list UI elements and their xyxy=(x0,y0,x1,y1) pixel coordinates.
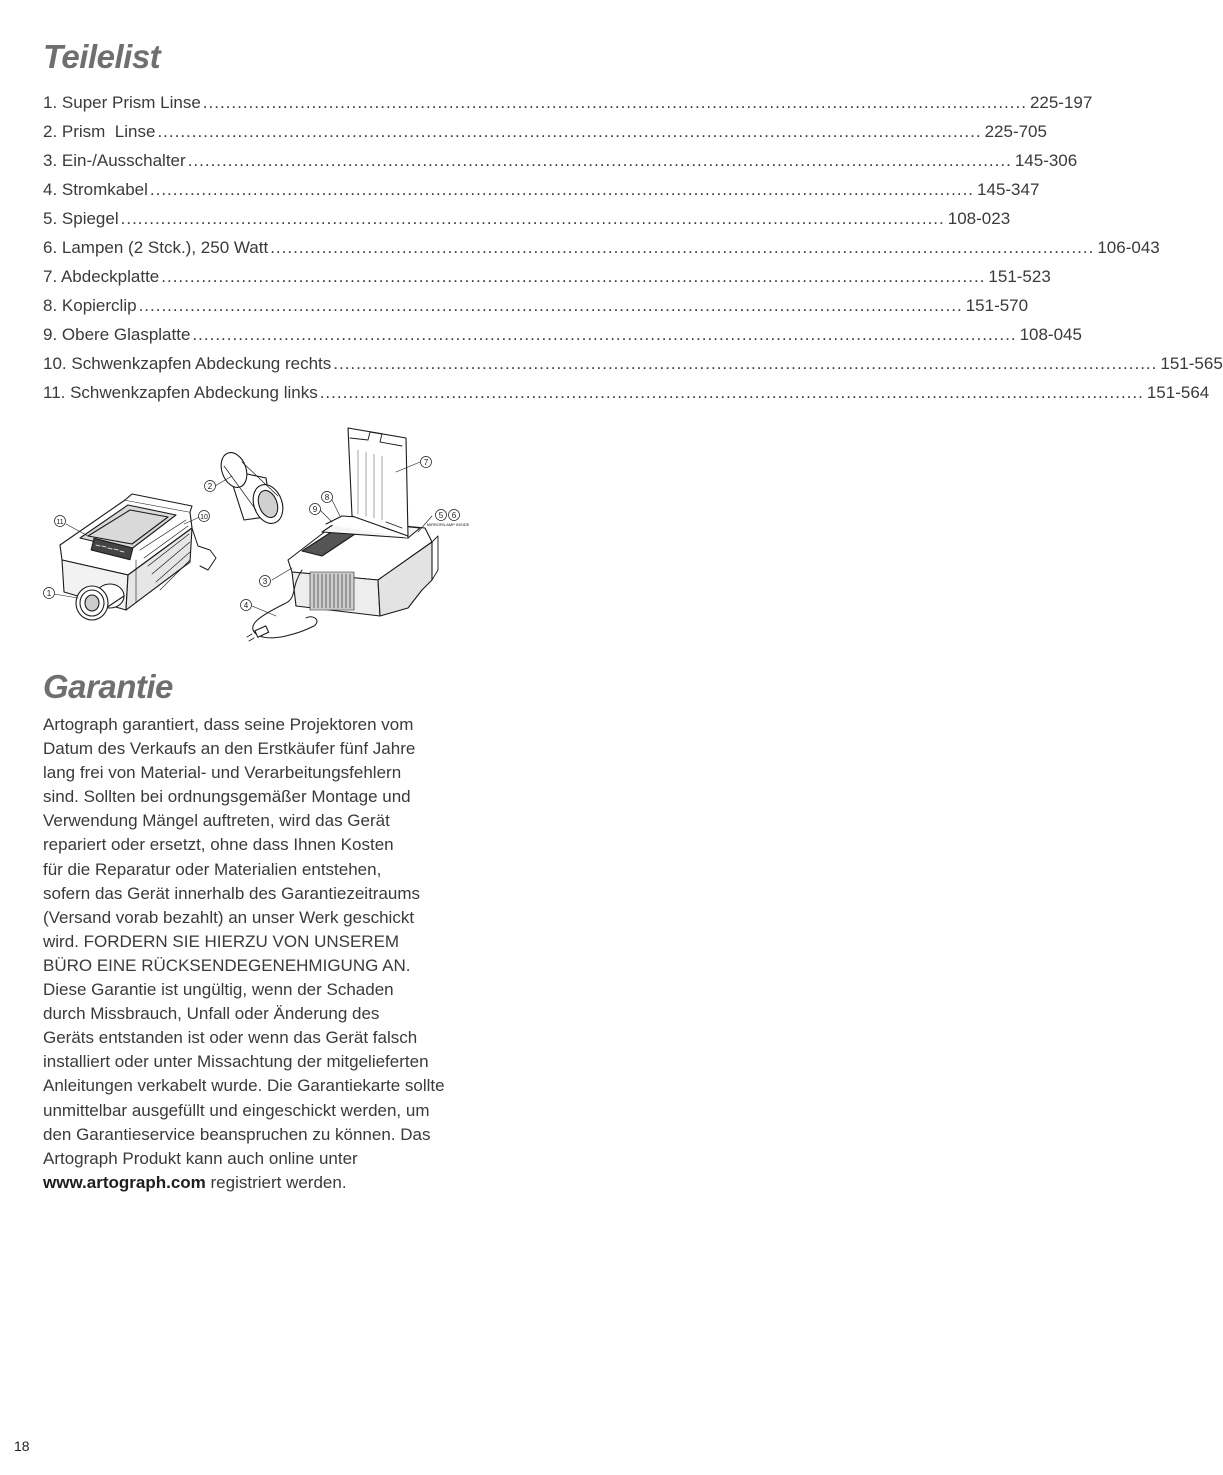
warranty-line: repariert oder ersetzt, ohne dass Ihnen Kosten xyxy=(43,835,394,855)
warranty-line: den Garantieservice beanspruchen zu können. Das xyxy=(43,1124,431,1144)
warranty-line: durch Missbrauch, Unfall oder Änderung des xyxy=(43,1004,380,1024)
part-number: 108-045 xyxy=(1019,325,1082,344)
warranty-line: sind. Sollten bei ordnungsgemäßer Montage und xyxy=(43,787,411,807)
part-number: 225-197 xyxy=(1029,93,1093,112)
svg-text:11: 11 xyxy=(56,519,64,526)
dot-leader xyxy=(161,262,985,291)
svg-text:5: 5 xyxy=(438,511,444,520)
page-number: 18 xyxy=(14,1438,30,1454)
warranty-line: Datum des Verkaufs an den Erstkäufer fünf Jahre xyxy=(43,739,416,759)
svg-text:6: 6 xyxy=(451,511,457,520)
dot-leader xyxy=(192,320,1016,349)
dot-leader xyxy=(320,378,1144,407)
warranty-line: Anleitungen verkabelt wurde. Die Garantiekarte sollte xyxy=(43,1076,445,1096)
warranty-line: Artograph garantiert, dass seine Projektoren vom xyxy=(43,715,414,734)
svg-text:3: 3 xyxy=(262,577,268,586)
callout-9 xyxy=(310,504,321,515)
list-item xyxy=(43,378,1210,407)
projector-parts-illustration xyxy=(40,420,470,655)
callout-5 xyxy=(436,510,447,521)
warranty-title: Garantie xyxy=(43,668,173,705)
dot-leader xyxy=(157,117,981,146)
right-projector-drawing xyxy=(247,428,438,641)
svg-text:4: 4 xyxy=(243,601,249,610)
part-name: 6. Lampen (2 Stck.), 250 Watt xyxy=(43,238,269,257)
callout-4 xyxy=(241,600,252,611)
callout-3 xyxy=(260,576,271,587)
warranty-line: Diese Garantie ist ungültig, wenn der Schaden xyxy=(43,980,394,1000)
part-name: 4. Stromkabel xyxy=(43,180,148,199)
part-number: 225-705 xyxy=(984,122,1047,141)
warranty-line: Artograph Produkt kann auch online unter xyxy=(43,1148,358,1168)
warranty-line: Verwendung Mängel auftreten, wird das Gerät xyxy=(43,811,390,831)
parts-list xyxy=(43,88,1223,407)
callout-7 xyxy=(421,457,432,468)
list-item xyxy=(43,320,1082,349)
part-name: 3. Ein-/Ausschalter xyxy=(43,151,186,170)
artograph-website-link[interactable]: www.artograph.com xyxy=(43,1172,206,1192)
callout-11 xyxy=(55,516,66,527)
list-item xyxy=(43,117,1047,146)
warranty-line: sofern das Gerät innerhalb des Garantiezeitraums xyxy=(43,883,421,903)
left-projector-drawing xyxy=(60,494,216,620)
warranty-line: Geräts entstanden ist oder wenn das Gerät falsch xyxy=(43,1028,418,1048)
list-item xyxy=(43,233,1160,262)
registration-suffix: registriert werden. xyxy=(205,1172,347,1192)
part-name: 10. Schwenkzapfen Abdeckung rechts xyxy=(43,354,332,373)
part-number: 151-523 xyxy=(988,267,1051,286)
svg-text:1: 1 xyxy=(46,589,52,598)
list-item xyxy=(43,175,1040,204)
svg-text:2: 2 xyxy=(207,482,213,491)
part-name: 5. Spiegel xyxy=(43,209,119,228)
callout-10 xyxy=(199,511,210,522)
svg-text:8: 8 xyxy=(324,493,330,502)
part-number: 151-565 xyxy=(1160,354,1223,373)
dot-leader xyxy=(150,175,974,204)
warranty-text xyxy=(43,713,468,1195)
callout-8 xyxy=(322,492,333,503)
warranty-line: installiert oder unter Missachtung der mitgelieferten xyxy=(43,1052,429,1072)
callout-2 xyxy=(205,481,216,492)
part-number: 145-306 xyxy=(1014,151,1078,170)
part-number: 151-564 xyxy=(1146,383,1210,402)
parts-list-title: Teilelist xyxy=(43,38,161,75)
part-number: 151-570 xyxy=(965,296,1029,315)
warranty-last-line xyxy=(43,1171,468,1195)
part-name: 7. Abdeckplatte xyxy=(43,267,160,286)
callout-6 xyxy=(449,510,460,521)
warranty-line: lang frei von Material- und Verarbeitungsfehlern xyxy=(43,763,402,783)
warranty-line: BÜRO EINE RÜCKSENDEGENEHMIGUNG AN. xyxy=(43,955,411,975)
dot-leader xyxy=(139,291,963,320)
dot-leader xyxy=(188,146,1012,175)
warranty-line: wird. FORDERN SIE HIERZU VON UNSEREM xyxy=(43,931,400,951)
dot-leader xyxy=(333,349,1157,378)
warranty-line: für die Reparatur oder Materialien entstehen, xyxy=(43,859,382,879)
warranty-line: unmittelbar ausgefüllt und eingeschickt werden, um xyxy=(43,1100,430,1120)
part-number: 106-043 xyxy=(1097,238,1160,257)
part-number: 145-347 xyxy=(977,180,1040,199)
list-item xyxy=(43,291,1029,320)
dot-leader xyxy=(270,233,1094,262)
loose-lens-drawing xyxy=(217,449,288,528)
list-item xyxy=(43,146,1078,175)
part-number: 108-023 xyxy=(947,209,1011,228)
callout-1 xyxy=(44,588,55,599)
mirror-lamp-label: MIRROR/LAMP INSIDE xyxy=(426,522,470,527)
list-item xyxy=(43,204,1011,233)
dot-leader xyxy=(203,88,1027,117)
part-name: 1. Super Prism Linse xyxy=(43,93,201,112)
svg-text:9: 9 xyxy=(312,505,318,514)
svg-text:10: 10 xyxy=(200,514,208,521)
part-name: 8. Kopierclip xyxy=(43,296,137,315)
part-name: 9. Obere Glasplatte xyxy=(43,325,191,344)
list-item xyxy=(43,349,1223,378)
part-name: 2. Prism Linse xyxy=(43,122,156,141)
part-name: 11. Schwenkzapfen Abdeckung links xyxy=(43,383,318,402)
warranty-line: (Versand vorab bezahlt) an unser Werk geschickt xyxy=(43,907,415,927)
svg-text:7: 7 xyxy=(423,458,429,467)
list-item xyxy=(43,88,1093,117)
list-item xyxy=(43,262,1051,291)
dot-leader xyxy=(121,204,945,233)
